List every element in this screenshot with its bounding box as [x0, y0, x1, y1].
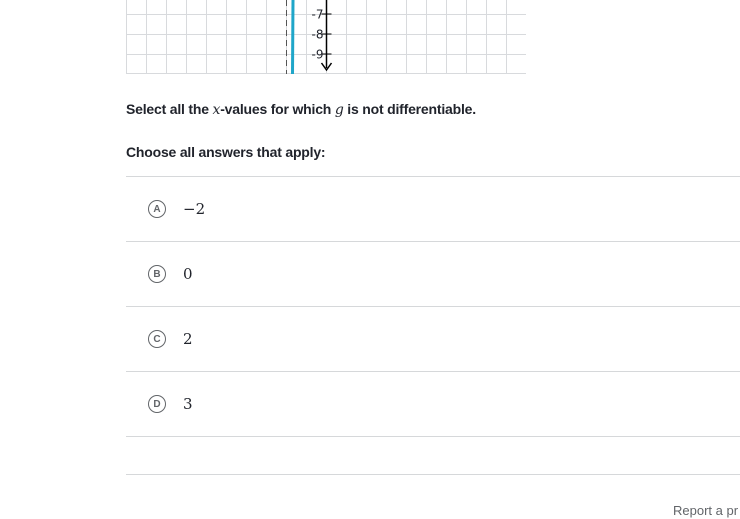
- function-curve: [293, 0, 294, 74]
- choice-a-letter-icon: A: [148, 200, 166, 218]
- question-middle: -values for which: [220, 101, 335, 117]
- choice-b-value: 0: [183, 265, 193, 283]
- function-graph: [126, 0, 526, 74]
- choice-a[interactable]: [126, 177, 740, 242]
- question-prefix: Select all the: [126, 101, 213, 117]
- instruction-text: Choose all answers that apply:: [126, 144, 326, 160]
- bottom-divider: [126, 474, 740, 475]
- choice-b-letter-icon: B: [148, 265, 166, 283]
- y-axis-tick-label: -7: [311, 7, 324, 22]
- choice-a-value: −2: [183, 200, 206, 218]
- choice-c-letter-icon: C: [148, 330, 166, 348]
- question-var-x: x: [212, 102, 221, 118]
- choice-d-value: 3: [183, 395, 193, 413]
- question-suffix: is not differentiable.: [343, 101, 476, 117]
- y-axis-tick-label: -8: [311, 27, 324, 42]
- graph-svg: [126, 0, 526, 74]
- choice-list: [126, 176, 740, 437]
- question-text: [126, 101, 476, 118]
- y-axis-tick-label: -9: [311, 47, 324, 62]
- choice-c-value: 2: [183, 330, 193, 348]
- question-var-g: g: [334, 102, 344, 118]
- report-problem-link[interactable]: Report a pr: [673, 503, 739, 518]
- choice-b[interactable]: [126, 242, 740, 307]
- choice-d-letter-icon: D: [148, 395, 166, 413]
- choice-d[interactable]: [126, 372, 740, 437]
- choice-c[interactable]: [126, 307, 740, 372]
